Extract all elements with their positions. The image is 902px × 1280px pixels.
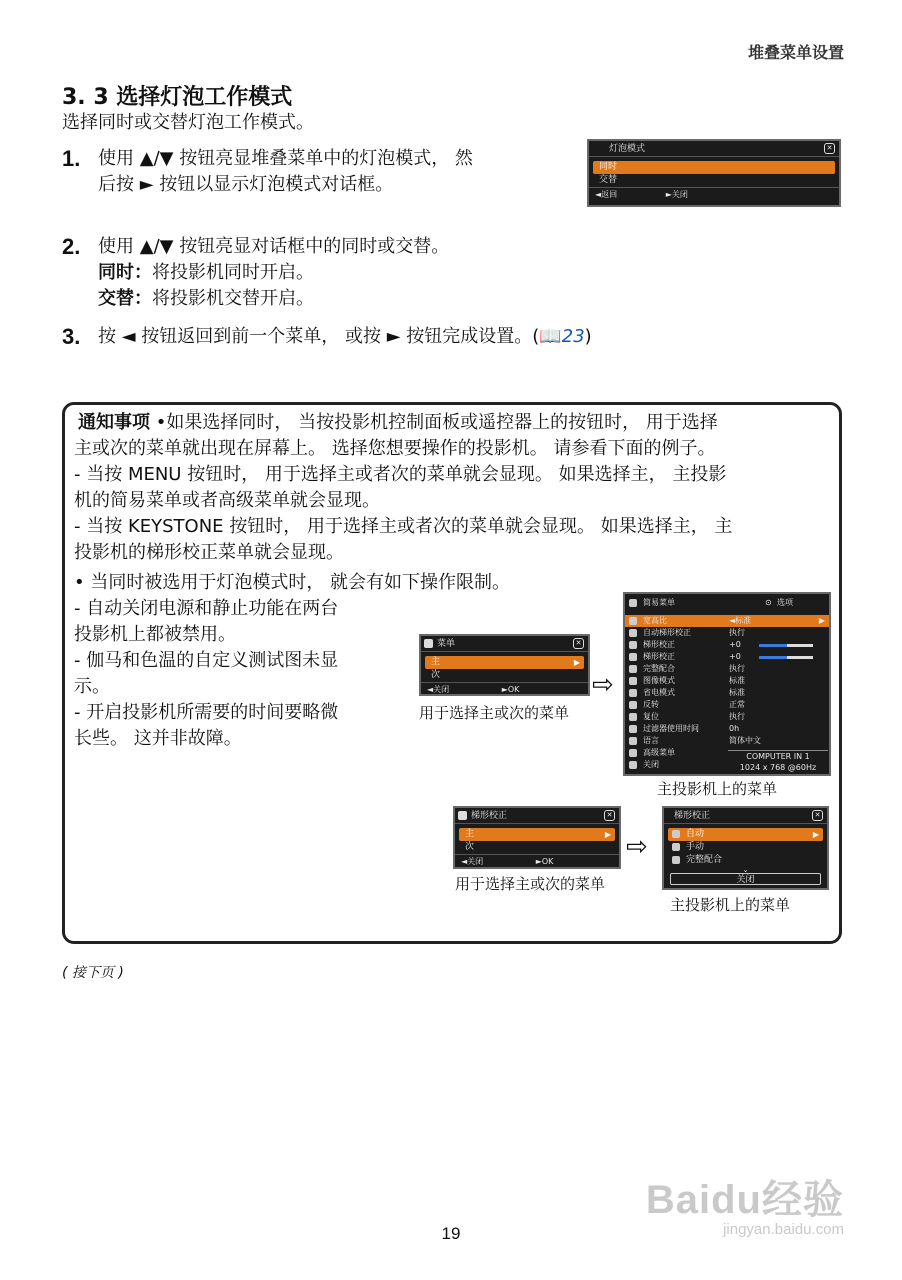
dialog-close-icon[interactable]: ✕ <box>604 810 615 821</box>
note-line: - 当按 MENU 按钮时， 用于选择主或者次的菜单就会显现。 如果选择主， 主投影 <box>74 464 727 485</box>
section-header: 堆叠菜单设置 <box>747 43 844 62</box>
menu-item-value: 执行 <box>729 712 745 721</box>
easy-menu-title <box>625 597 829 609</box>
keystone-perfect-fit-item[interactable] <box>664 854 827 867</box>
footer-close-label: 关闭 <box>467 857 484 866</box>
menu-item-value: 执行 <box>729 628 745 637</box>
keystone-select-dialog <box>453 806 621 869</box>
step-text <box>98 234 449 312</box>
menu-title-label: 简易菜单 <box>643 598 675 607</box>
advanced-menu-icon <box>629 749 637 757</box>
menu-item-value: 标准 <box>729 688 745 697</box>
slider-fill <box>759 644 787 647</box>
option-main[interactable] <box>425 656 584 669</box>
page-number: 19 <box>441 1224 461 1243</box>
ok-icon: ► <box>501 685 508 694</box>
footer-ok-label: OK <box>541 857 554 866</box>
note-line: - 伽马和色温的自定义测试图未显 <box>74 650 339 671</box>
menu-item-label: 手动 <box>686 842 705 852</box>
term-alternate: 交替： <box>98 288 152 309</box>
step-text <box>98 324 592 350</box>
close-icon: ► <box>665 190 672 199</box>
lamp-option-simultaneous[interactable]: 同时 <box>593 161 835 174</box>
section-title: 3. 3 选择灯泡工作模式 <box>62 85 293 110</box>
keystone-manual-item[interactable] <box>664 841 827 854</box>
language-icon <box>629 737 637 745</box>
caption: 主投影机上的菜单 <box>657 780 778 798</box>
term-simultaneous: 同时： <box>98 262 152 283</box>
menu-item-label: 图像模式 <box>643 676 675 685</box>
caption: 主投影机上的菜单 <box>670 896 791 914</box>
dialog-close-icon[interactable]: ✕ <box>824 143 835 154</box>
note-line: 机的简易菜单或者高级菜单就会显现。 <box>74 490 380 511</box>
dialog-footer <box>589 187 839 200</box>
arrow-right-icon: ▶ <box>818 616 825 625</box>
step-number: 2. <box>62 234 81 259</box>
input-source: COMPUTER IN 1 <box>746 752 810 761</box>
step-line: 使用 ▲/▼ 按钮亮显对话框中的同时或交替。 <box>98 236 450 257</box>
menu-item-label: 自动梯形校正 <box>643 628 691 637</box>
footer-close-label: 关闭 <box>433 685 450 694</box>
dialog-title: 梯形校正 <box>471 811 508 821</box>
note-line: - 自动关闭电源和静止功能在两台 <box>74 598 339 619</box>
menu-item[interactable] <box>625 687 829 699</box>
footer-close-label: 关闭 <box>671 190 688 199</box>
option-label: 主 <box>431 657 441 667</box>
arrow-right-outline-icon: ⇨ <box>626 832 648 862</box>
menu-item[interactable] <box>625 735 829 747</box>
watermark-url: jingyan.baidu.com <box>723 1221 844 1238</box>
back-icon: ◄ <box>595 190 602 199</box>
dialog-title: 灯泡模式 <box>609 144 646 154</box>
manual-keystone-icon <box>672 843 680 851</box>
input-status <box>728 750 828 773</box>
menu-item-label: 梯形校正 <box>643 640 675 649</box>
note-line: •如果选择同时， 当按投影机控制面板或遥控器上的按钮时， 用于选择 <box>155 412 718 433</box>
book-icon[interactable]: 📖 <box>539 326 562 347</box>
menu-item-value: +0 <box>729 640 741 649</box>
eco-mode-icon <box>629 689 637 697</box>
step-number: 1. <box>62 146 81 171</box>
options-label: 选项 <box>777 598 793 607</box>
menu-item[interactable] <box>625 615 829 627</box>
menu-item-label: 高级菜单 <box>643 748 675 757</box>
close-icon: ◄ <box>427 685 434 694</box>
section-subtitle: 选择同时或交替灯泡工作模式。 <box>62 112 314 133</box>
note-line: 长些。 这并非故障。 <box>74 728 242 749</box>
picture-mode-icon <box>629 677 637 685</box>
menu-item[interactable] <box>625 627 829 639</box>
menu-item-value: 0h <box>729 724 740 733</box>
note-line: • 当同时被选用于灯泡模式时， 就会有如下操作限制。 <box>74 572 511 593</box>
term-desc: 将投影机交替开启。 <box>152 288 314 309</box>
step-line: 按 ◄ 按钮返回到前一个菜单， 或按 ► 按钮完成设置。( <box>98 326 540 347</box>
menu-item-label: 反转 <box>643 700 659 709</box>
menu-item-label: 复位 <box>643 712 659 721</box>
lamp-option-alternate[interactable]: 交替 <box>599 175 618 185</box>
dialog-footer <box>421 682 588 695</box>
close-button[interactable]: 关闭 <box>670 873 821 885</box>
mirror-icon <box>629 701 637 709</box>
note-line: 投影机上都被禁用。 <box>74 624 236 645</box>
menu-item[interactable] <box>625 663 829 675</box>
note-label: 通知事项 <box>78 412 150 433</box>
step-line: 使用 ▲/▼ 按钮亮显堆叠菜单中的灯泡模式， 然 <box>98 148 473 169</box>
input-resolution: 1024 x 768 @60Hz <box>739 763 817 772</box>
auto-keystone-icon <box>629 629 637 637</box>
menu-item-label: 关闭 <box>643 760 659 769</box>
slider-fill <box>759 656 787 659</box>
menu-item-label: 宽高比 <box>643 616 667 625</box>
filter-time-icon <box>629 725 637 733</box>
arrow-right-icon: ▶ <box>604 830 611 839</box>
menu-item[interactable] <box>625 651 829 663</box>
auto-keystone-icon <box>672 830 680 838</box>
lamp-mode-dialog <box>587 139 841 207</box>
menu-item-value: 正常 <box>729 700 745 709</box>
note-line: - 当按 KEYSTONE 按钮时， 用于选择主或者次的菜单就会显现。 如果选择主， 主 <box>74 516 733 537</box>
reset-icon <box>629 713 637 721</box>
page-ref-link[interactable]: 23 <box>561 326 585 347</box>
caption: 用于选择主或次的菜单 <box>455 875 606 893</box>
menu-item-label: 自动 <box>686 829 705 839</box>
keystone-icon <box>458 811 467 820</box>
watermark-brand: Baidu经验 <box>645 1178 844 1222</box>
menu-icon <box>424 639 433 648</box>
menu-item-value: 简体中文 <box>729 736 761 745</box>
watermark <box>646 1168 844 1238</box>
note-line: 示。 <box>74 676 110 697</box>
step-text <box>98 146 473 198</box>
easy-menu <box>623 592 831 776</box>
menu-item-value: 标准 <box>729 676 745 685</box>
menu-item-label: 语言 <box>643 736 659 745</box>
option-sub[interactable]: 次 <box>465 842 475 852</box>
note-text <box>74 410 733 566</box>
menu-item-label: 完整配合 <box>643 664 675 673</box>
keystone-h-icon <box>629 653 637 661</box>
aspect-icon <box>629 617 637 625</box>
continued-note: ( 接下页 ) <box>62 965 124 981</box>
menu-item-value: +0 <box>729 652 741 661</box>
keystone-auto-item[interactable] <box>668 828 823 841</box>
menu-item[interactable] <box>625 723 829 735</box>
dialog-title: 菜单 <box>437 639 456 649</box>
step-line: 后按 ► 按钮以显示灯泡模式对话框。 <box>98 174 394 195</box>
menu-item-label: 过滤器使用时间 <box>643 724 699 733</box>
dialog-close-icon[interactable]: ✕ <box>573 638 584 649</box>
menu-icon <box>629 599 637 607</box>
option-sub[interactable]: 次 <box>431 670 441 680</box>
note-line: - 开启投影机所需要的时间要略微 <box>74 702 339 723</box>
footer-back-label: 返回 <box>601 190 618 199</box>
menu-item[interactable] <box>625 711 829 723</box>
menu-item-label: 完整配合 <box>686 855 723 865</box>
chevron-down-icon: ⌄ <box>742 866 749 874</box>
menu-item[interactable] <box>625 699 829 711</box>
perfect-fit-icon <box>672 856 680 864</box>
note-line: 投影机的梯形校正菜单就会显现。 <box>74 542 344 563</box>
note-line: 主或次的菜单就出现在屏幕上。 选择您想要操作的投影机。 请参看下面的例子。 <box>74 438 716 459</box>
caption: 用于选择主或次的菜单 <box>419 704 570 722</box>
keystone-v-icon <box>629 641 637 649</box>
menu-item-value: ◄标准 <box>729 616 752 625</box>
dialog-footer <box>455 854 619 867</box>
option-main[interactable] <box>459 828 615 841</box>
arrow-right-icon: ▶ <box>573 658 580 667</box>
option-label: 主 <box>465 829 475 839</box>
arrow-right-icon: ▶ <box>812 830 819 839</box>
options-icon: ⊙ <box>765 598 772 607</box>
dialog-close-icon[interactable]: ✕ <box>812 810 823 821</box>
step-close-paren: ) <box>584 326 592 347</box>
arrow-right-outline-icon: ⇨ <box>592 670 614 700</box>
ok-icon: ► <box>535 857 542 866</box>
menu-item-label: 省电模式 <box>643 688 675 697</box>
menu-item-value: 执行 <box>729 664 745 673</box>
exit-icon <box>629 761 637 769</box>
keystone-menu <box>662 806 829 890</box>
menu-select-dialog <box>419 634 590 696</box>
menu-item-label: 梯形校正 <box>643 652 675 661</box>
menu-item[interactable] <box>625 675 829 687</box>
term-desc: 将投影机同时开启。 <box>152 262 314 283</box>
perfect-fit-icon <box>629 665 637 673</box>
close-icon: ◄ <box>461 857 468 866</box>
dialog-title: 梯形校正 <box>674 811 711 821</box>
footer-ok-label: OK <box>507 685 520 694</box>
step-number: 3. <box>62 324 81 349</box>
menu-item[interactable] <box>625 639 829 651</box>
